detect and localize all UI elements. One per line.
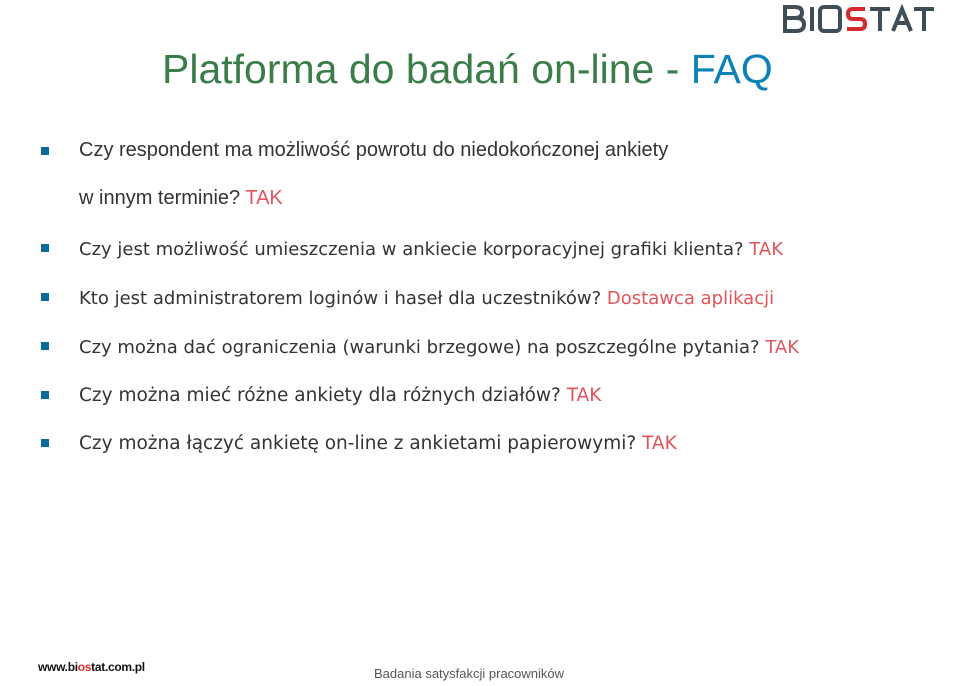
faq-question-5 — [79, 385, 601, 406]
question-text: Czy jest możliwość umieszczenia w ankiecie korporacyjnej grafiki klienta? — [79, 239, 750, 260]
faq-question-3 — [79, 288, 774, 309]
website-link[interactable] — [38, 660, 145, 674]
answer-text: TAK — [245, 187, 283, 209]
title-accent: FAQ — [690, 46, 773, 92]
bullet-marker — [41, 342, 49, 350]
bullet-marker — [41, 439, 49, 447]
answer-text: TAK — [642, 433, 677, 454]
answer-text: TAK — [749, 239, 783, 260]
website-part-accent: os — [77, 660, 92, 674]
bullet-marker — [41, 391, 49, 399]
bullet-marker — [41, 147, 49, 155]
website-part: www.bi — [38, 660, 78, 674]
question-text: Czy można mieć różne ankiety dla różnych działów? — [79, 385, 567, 406]
question-text: Czy respondent ma możliwość powrotu do niedokończonej ankiety — [79, 139, 669, 161]
faq-question-2 — [79, 239, 783, 260]
question-text: Czy można dać ograniczenia (warunki brzegowe) na poszczególne pytania? — [79, 337, 766, 358]
answer-text: Dostawca aplikacji — [606, 288, 775, 309]
faq-question-1 — [79, 139, 668, 162]
question-text: w innym terminie? — [79, 187, 246, 209]
bullet-marker — [41, 293, 49, 301]
bullet-marker — [41, 244, 49, 252]
faq-question-1-continued — [79, 187, 283, 210]
question-text: Kto jest administratorem loginów i haseł dla uczestników? — [79, 288, 607, 309]
faq-question-6 — [79, 433, 677, 454]
website-part: tat.com.pl — [91, 660, 145, 674]
answer-text: TAK — [765, 337, 800, 358]
question-text: Czy można łączyć ankietę on-line z ankietami papierowymi? — [79, 433, 643, 454]
footer-caption: Badania satysfakcji pracowników — [374, 666, 565, 681]
title-main: Platforma do badań on-line - — [162, 46, 691, 92]
faq-question-4 — [79, 337, 799, 358]
answer-text: TAK — [566, 385, 602, 406]
